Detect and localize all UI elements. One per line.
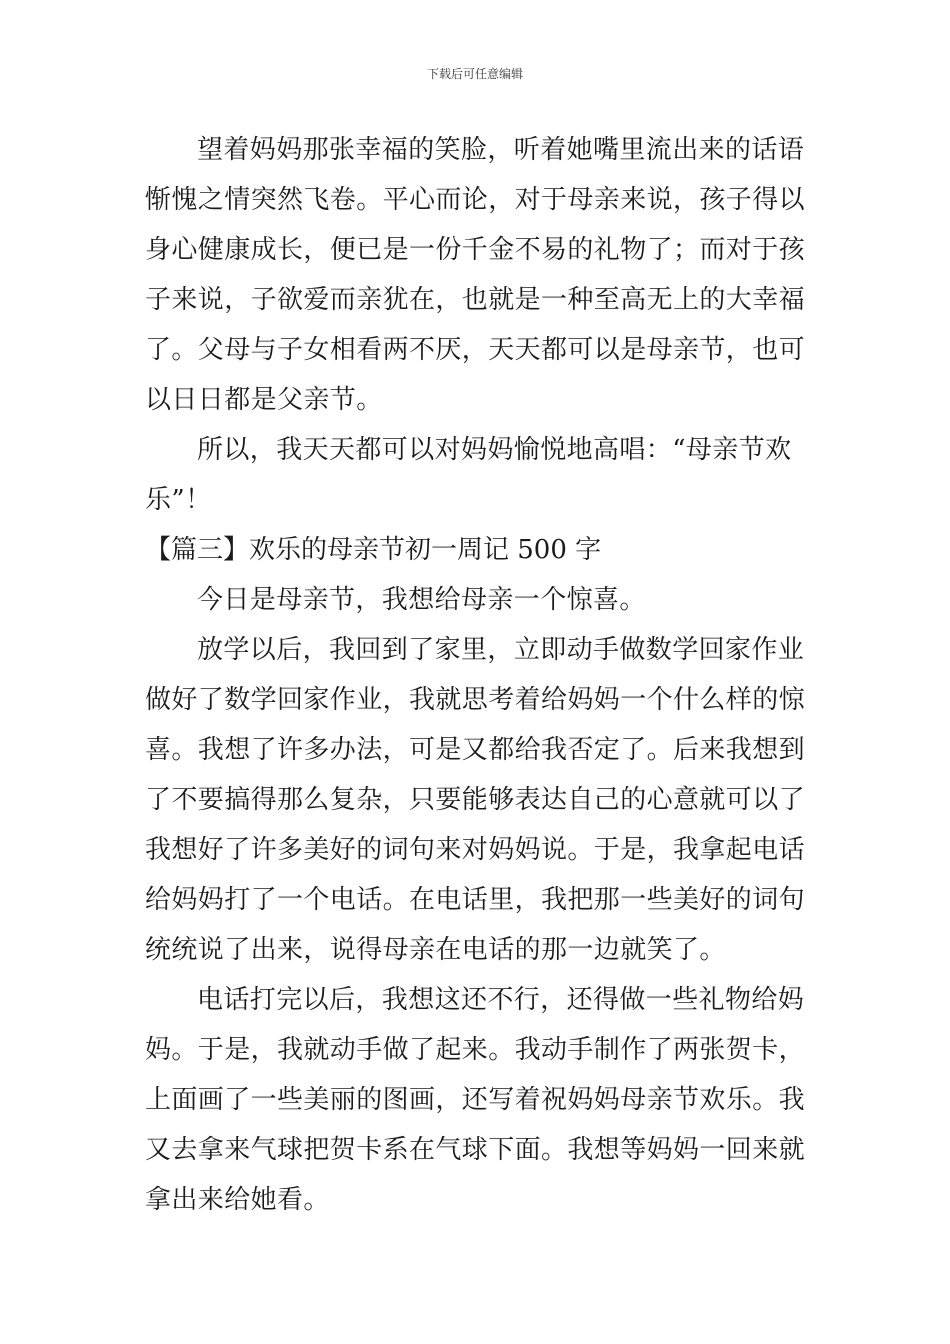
paragraph-line: 妈。于是，我就动手做了起来。我动手制作了两张贺卡，: [145, 1035, 806, 1065]
paragraph-line: 放学以后，我回到了家里，立即动手做数学回家作业: [197, 635, 805, 665]
paragraph-line: 上面画了一些美丽的图画，还写着祝妈妈母亲节欢乐。我: [145, 1085, 806, 1115]
paragraph-line: 了不要搞得那么复杂，只要能够表达自己的心意就可以了: [145, 785, 806, 815]
page-header-note: 下载后可任意编辑: [426, 67, 523, 81]
paragraph-line: 身心健康成长，便已是一份千金不易的礼物了；而对于孩: [145, 235, 806, 265]
paragraph-line: 了。父母与子女相看两不厌，天天都可以是母亲节，也可: [145, 335, 806, 365]
paragraph-line: 给妈妈打了一个电话。在电话里，我把那一些美好的词句: [145, 885, 806, 915]
paragraph-line: 子来说，子欲爱而亲犹在，也就是一种至高无上的大幸福: [145, 285, 806, 315]
paragraph-line: 乐”！: [145, 485, 212, 515]
paragraph-line: 电话打完以后，我想这还不行，还得做一些礼物给妈: [197, 985, 805, 1015]
section-heading: 【篇三】欢乐的母亲节初一周记 500 字: [145, 535, 602, 565]
paragraph-line: 望着妈妈那张幸福的笑脸，听着她嘴里流出来的话语: [197, 135, 805, 165]
paragraph-line: 我想好了许多美好的词句来对妈妈说。于是，我拿起电话: [145, 835, 806, 865]
paragraph-line: 所以，我天天都可以对妈妈愉悦地高唱：“母亲节欢: [197, 435, 792, 465]
paragraph-line: 以日日都是父亲节。: [145, 385, 383, 415]
paragraph-line: 统统说了出来，说得母亲在电话的那一边就笑了。: [145, 935, 726, 965]
paragraph-line: 今日是母亲节，我想给母亲一个惊喜。: [197, 585, 646, 615]
paragraph-line: 惭愧之情突然飞卷。平心而论，对于母亲来说，孩子得以: [145, 185, 806, 215]
paragraph-line: 喜。我想了许多办法，可是又都给我否定了。后来我想到: [145, 735, 806, 765]
paragraph-line: 拿出来给她看。: [145, 1185, 330, 1215]
paragraph-line: 又去拿来气球把贺卡系在气球下面。我想等妈妈一回来就: [145, 1135, 806, 1165]
paragraph-line: 做好了数学回家作业，我就思考着给妈妈一个什么样的惊: [145, 685, 806, 715]
